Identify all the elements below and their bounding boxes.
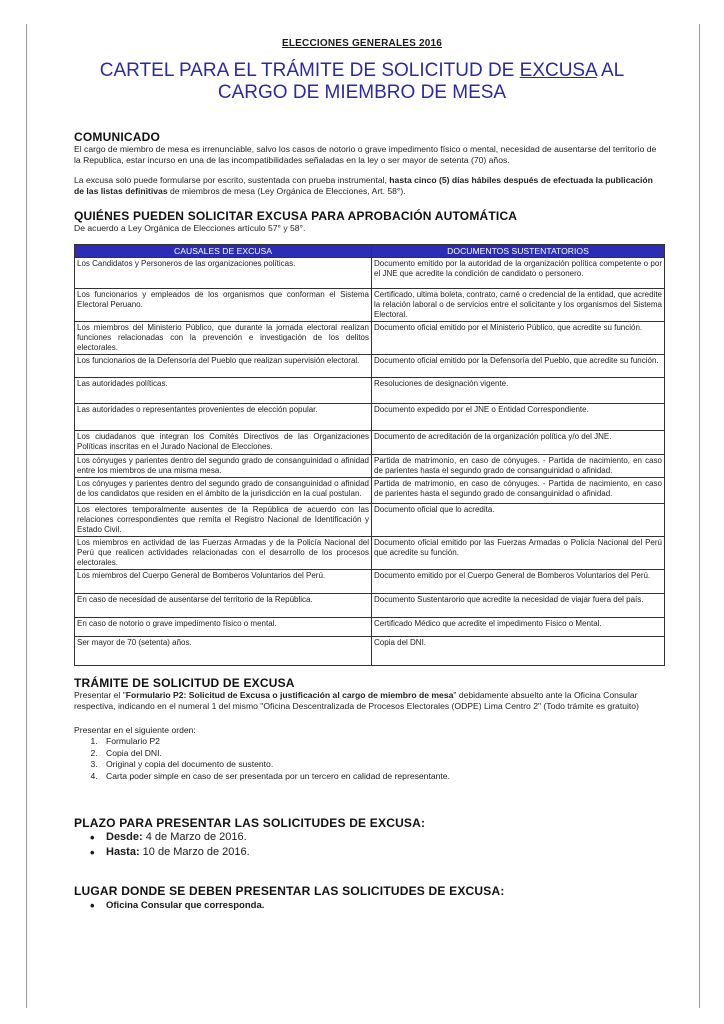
lugar-list [74,898,664,913]
plazo-hasta [106,845,664,860]
table-row [75,570,665,594]
paragraph-2-end: de miembros de mesa (Ley Orgánica de Elecciones, Art. 58°). [167,186,406,196]
causal-cell: Las autoridades o representantes provenientes de elección popular. [75,404,372,431]
table-row [75,431,665,455]
header-documentos: DOCUMENTOS SUSTENTATORIOS [372,245,665,258]
documento-cell: Documento de acreditación de la organización política y/o del JNE. [372,431,665,455]
causal-cell: Ser mayor de 70 (setenta) años. [75,637,372,666]
documento-cell: Copia del DNI. [372,637,665,666]
documento-cell: Resoluciones de designación vigente. [372,378,665,404]
title-part-1: CARTEL PARA EL TRÁMITE DE SOLICITUD DE [99,60,520,81]
table-row [75,455,665,478]
documento-cell: Certificado Médico que acredite el impedimento Físico o Mental. [372,618,665,637]
causales-table [74,244,665,666]
table-row [75,478,665,504]
election-eyebrow: ELECCIONES GENERALES 2016 [281,38,443,49]
paragraph-2-start: La excusa solo puede formularse por escrito, sustentada con prueba instrumental, [74,175,390,185]
lugar-section [74,884,664,913]
table-row [75,258,665,289]
causal-cell: Los Candidatos y Personeros de las organizaciones políticas. [75,258,372,289]
table-row [75,289,665,322]
table-row [75,322,665,355]
table-row [75,637,665,666]
table-header-row [75,245,665,258]
list-item: 4. Carta poder simple en caso de ser presentada por un tercero en calidad de representante. [100,771,664,783]
quienes-subheading: De acuerdo a Ley Orgánica de Elecciones artículo 57° y 58°. [74,223,306,233]
quienes-heading: QUIÉNES PUEDEN SOLICITAR EXCUSA PARA APROBACIÓN AUTOMÁTICA [74,209,518,223]
causal-cell: Los miembros del Cuerpo General de Bomberos Voluntarios del Perú. [75,570,372,594]
table-row [75,618,665,637]
tramite-end: " debidamente absuelto ante la Oficina Consular respectiva, indicando en el numeral 1 del mismo "Oficina Descentralizada de Procesos Electorales (ODPE) Lima Centro 2" (Todo trámite es gratuito) [74,690,639,711]
table-row [75,378,665,404]
causal-cell: Los miembros del Ministerio Público, que durante la jornada electoral realizan funciones relacionadas con la prevención e investigación de los delitos electorales. [75,322,372,355]
table-row [75,594,665,618]
causal-cell: Las autoridades políticas. [75,378,372,404]
causal-cell: Los funcionarios y empleados de los organismos que conforman el Sistema Electoral Peruano. [75,289,372,322]
documento-cell: Partida de matrimonio, en caso de cónyuges. - Partida de nacimiento, en caso de parientes hasta el segundo grado de consanguinidad o afinidad. [372,455,665,478]
title-underlined-word: EXCUSA [519,60,597,81]
plazo-heading: PLAZO PARA PRESENTAR LAS SOLICITUDES DE EXCUSA: [74,816,426,830]
list-item: 1. Formulario P2 [100,736,664,748]
tramite-form-name: Formulario P2: Solicitud de Excusa o justificación al cargo de miembro de mesa [125,690,454,700]
plazo-desde-value: 4 de Marzo de 2016. [142,831,247,843]
documento-cell: Partida de matrimonio, en caso de cónyuges. - Partida de nacimiento, en caso de parientes hasta el segundo grado de consanguinidad o afinidad. [372,478,665,504]
plazo-hasta-value: 10 de Marzo de 2016. [139,846,250,858]
causal-cell: Los electores temporalmente ausentes de la República de acuerdo con las relaciones correspondientes que remita el Registro Nacional de Identificación y Estado Civil. [75,504,372,537]
causal-cell: Los cónyuges y parientes dentro del segundo grado de consanguinidad o afinidad entre los miembros de una misma mesa. [75,455,372,478]
page-title [90,60,634,104]
documento-cell: Documento oficial que lo acredita. [372,504,665,537]
tramite-section [74,676,664,782]
documento-cell: Documento expedido por el JNE o Entidad Correspondiente. [372,404,665,431]
tramite-paragraph [74,690,664,712]
documento-cell: Documento oficial emitido por la Defensoría del Pueblo, que acredite su función. [372,355,665,378]
documento-cell: Documento emitido por el Cuerpo General de Bomberos Voluntarios del Perú. [372,570,665,594]
causal-cell: Los funcionarios de la Defensoría del Pueblo que realizan supervisión electoral. [75,355,372,378]
header-causales: CAUSALES DE EXCUSA [75,245,372,258]
list-item: 2. Copia del DNI. [100,748,664,760]
plazo-list [74,830,664,860]
plazo-desde-label: Desde: [106,831,143,843]
table-body [75,258,665,666]
plazo-section [74,816,664,860]
tramite-heading: TRÁMITE DE SOLICITUD DE EXCUSA [74,676,295,690]
plazo-hasta-label: Hasta: [106,846,140,858]
documento-cell: Documento oficial emitido por las Fuerzas Armadas o Policía Nacional del Perú que acredite su función. [372,537,665,570]
table-row [75,504,665,537]
documento-cell: Documento oficial emitido por el Ministerio Público, que acredite su función. [372,322,665,355]
lugar-heading: LUGAR DONDE SE DEBEN PRESENTAR LAS SOLICITUDES DE EXCUSA: [74,884,505,898]
causal-cell: En caso de notorio o grave impedimento físico o mental. [75,618,372,637]
tramite-list [74,736,664,782]
causal-cell: Los ciudadanos que integran los Comités Directivos de las Organizaciones Políticas inscritas en el Jurado Nacional de Elecciones. [75,431,372,455]
title-part-2: AL CARGO DE MIEMBRO DE MESA [217,60,625,103]
comunicado-paragraph-1: El cargo de miembro de mesa es irrenunciable, salvo los casos de notorio o grave impedimento físico o mental, necesidad de ausentarse del territorio de la Republica, estar incurso en una de las incompatibilidades señaladas en la ley o ser mayor de setenta (70) años. [74,144,657,165]
causal-cell: Los miembros en actividad de las Fuerzas Armadas y de la Policía Nacional del Perú que realicen actividades relacionadas con el desarrollo de los procesos electorales. [75,537,372,570]
comunicado-heading: COMUNICADO [74,130,160,144]
table-row [75,404,665,431]
comunicado-paragraph-2 [74,175,664,197]
documento-cell: Documento Sustentarorio que acredite la necesidad de viajar fuera del país. [372,594,665,618]
tramite-order-intro: Presentar en el siguiente orden: [74,725,196,735]
table-row [75,537,665,570]
list-item: 3. Original y copia del documento de sustento. [100,759,664,771]
causales-table-wrap [74,244,664,666]
lugar-item: • Oficina Consular que corresponda. [106,898,664,913]
comunicado-section [74,130,664,197]
plazo-desde [106,830,664,845]
table-row [75,355,665,378]
causal-cell: En caso de necesidad de ausentarse del territorio de la República. [75,594,372,618]
paragraph-2-bold: hasta cinco (5) días hábiles después de efectuada la publicación de las listas definitivas [74,175,653,196]
tramite-start: Presentar el " [74,690,126,700]
causal-cell: Los cónyuges y parientes dentro del segundo grado de consanguinidad o afinidad de los candidatos que residen en el ámbito de la jurisdicción en la cual postulan. [75,478,372,504]
documento-cell: Certificado, ultima boleta, contrato, carné o credencial de la entidad, que acredite la relación laboral o de servicios entre el solicitante y los organismos del Sistema Electoral. [372,289,665,322]
quienes-section [74,209,664,234]
documento-cell: Documento emitido por la autoridad de la organización política competente o por el JNE que acredite la condición de candidato o personero. [372,258,665,289]
